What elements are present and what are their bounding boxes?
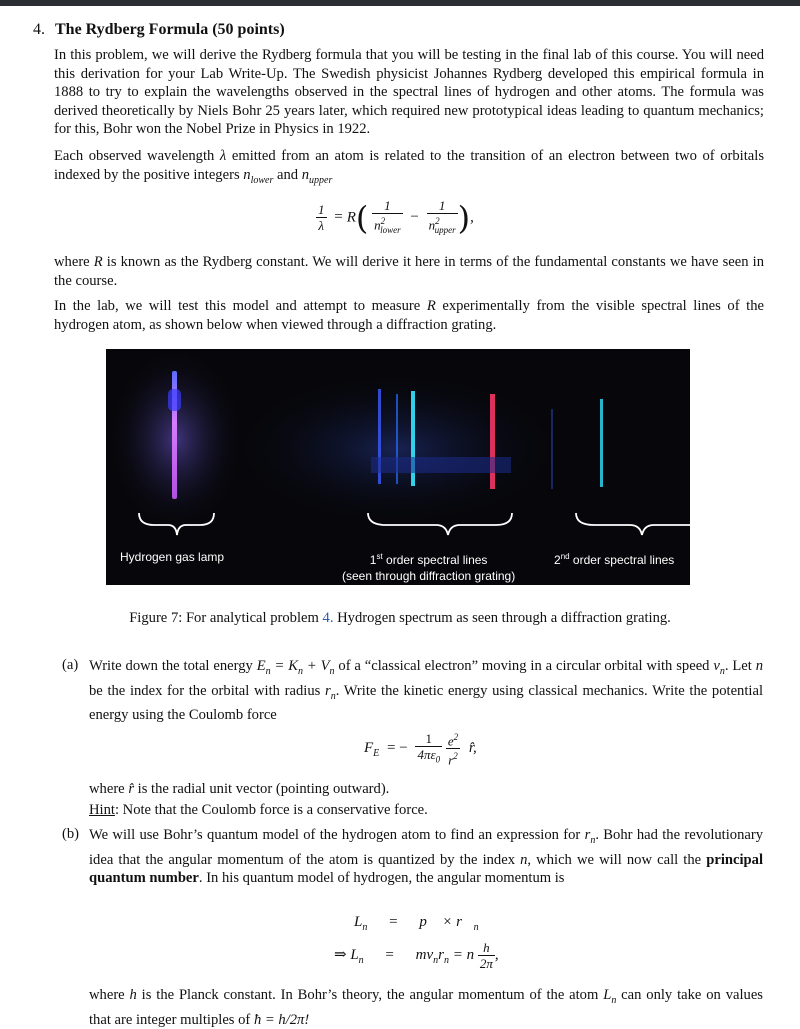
first-order-text: order spectral lines [382, 553, 488, 567]
force-eps-sub: 0 [435, 754, 441, 765]
coulomb-force-equation [364, 730, 477, 768]
force-charge-fraction [446, 730, 460, 768]
a-K: = K [270, 658, 298, 674]
top-bar [0, 0, 800, 6]
eq1-equals: = [389, 914, 398, 930]
force-one: 1 [425, 730, 433, 746]
problem-number: 4. [33, 21, 45, 38]
intro-paragraph-2 [54, 147, 764, 190]
a-text-5: . Write the kinetic energy using classical mechanics. Write the potential energy using the Coulomb force [89, 682, 763, 723]
eq2-v-sub: n [433, 954, 439, 966]
b-where-h: h [129, 987, 137, 1003]
figure-caption [80, 610, 720, 627]
caption-text-b: Hydrogen spectrum as seen through a diffraction grating. [337, 610, 671, 626]
force-rhat: r̂, [468, 740, 477, 757]
eq2-L-sub: n [358, 954, 364, 966]
force-coefficient [415, 731, 442, 768]
eq-n-2: n [428, 217, 436, 233]
p3-text-b: is known as the Rydberg constant. We will derive it here in terms of the fundamental constants we have seen in the course. [54, 254, 764, 289]
hint-text: : Note that the Coulomb force is a conservative force. [114, 802, 428, 818]
eq2-L: L [350, 946, 359, 963]
intro-paragraph-3 [54, 253, 764, 290]
a-text-2: of a “classical electron” moving in a circular orbital with speed [338, 658, 710, 674]
L-vec-letter: L [354, 914, 363, 930]
label-hydrogen-lamp: Hydrogen gas lamp [120, 550, 225, 564]
second-order-cyan-line [600, 399, 603, 487]
p4-R: R [426, 298, 436, 314]
problem-title: The Rydberg Formula (50 points) [55, 21, 285, 38]
lamp-tip [168, 389, 181, 411]
eq-minus: − [410, 209, 419, 226]
a-E-sub: n [265, 665, 271, 677]
a-V-sub: n [329, 665, 335, 677]
p3-R: R [93, 254, 103, 270]
p3-text-a: where [54, 254, 90, 270]
p4-text-b: experimentally from the visible spectral lines of the hydrogen atom, as shown below when viewed through a diffraction grating. [54, 298, 764, 333]
part-b-label: (b) [62, 826, 80, 842]
problem-heading [33, 21, 285, 39]
p2-n-upper: n [301, 166, 310, 183]
p4-text-a: In the lab, we will test this model and attempt to measure [54, 298, 421, 314]
part-a-where [89, 780, 763, 799]
first-order-subtext: (seen through diffraction grating) [342, 569, 516, 583]
force-e2 [446, 730, 460, 748]
p2-n-lower: n [243, 166, 251, 183]
p2-upper-sub: upper [309, 174, 333, 186]
b-text-3: , which we will now call the [527, 851, 702, 868]
eq2-2pi: 2π [479, 956, 493, 971]
a-text-1: Write down the total energy [89, 658, 253, 674]
label-second-order [554, 549, 674, 568]
b-n: n [520, 851, 528, 868]
b-principal-quantum-number: principal quantum number [89, 851, 763, 887]
b-where-L-sub: n [611, 994, 617, 1006]
a-E: E [256, 658, 266, 674]
eq2-mv: mv [415, 946, 434, 963]
second-order-2: 2 [554, 553, 561, 567]
eq2-equals: = [385, 946, 394, 963]
p2-and: and [277, 166, 299, 183]
eq-n-1: n [374, 217, 381, 233]
b-r: r [584, 827, 591, 843]
upper-fraction [427, 198, 458, 238]
eq-comma: , [470, 209, 474, 226]
eq-upper-den [427, 213, 458, 238]
force-four-pi-eps: 4πε [417, 746, 436, 762]
second-order-blue-line [551, 409, 553, 489]
a-K-sub: n [297, 665, 303, 677]
eq-equals: = [334, 209, 343, 226]
part-b-text [89, 826, 763, 888]
eq-upper-num: 1 [438, 198, 446, 213]
p2-lower-sub: lower [250, 174, 274, 186]
eq-upper: upper [434, 224, 456, 235]
second-order-text: order spectral lines [569, 553, 675, 567]
rydberg-equation [316, 198, 474, 238]
a-r: r [325, 682, 331, 699]
eq1-rhs-sub: n [473, 922, 479, 933]
b-hbar: ħ = h/2π! [253, 1011, 310, 1028]
eq-sq-2: 2 [435, 216, 440, 226]
a-v-sub: n [719, 665, 725, 677]
b-where-a: where [89, 987, 125, 1003]
hydrogen-spectrum-figure [106, 349, 690, 585]
hint-label: Hint [89, 802, 115, 818]
p2-text-a: Each observed wavelength [54, 148, 215, 164]
L-vec-sub: n [362, 922, 368, 933]
h-over-2pi [478, 940, 495, 971]
b-text-4: . In his quantum model of hydrogen, the angular momentum is [198, 870, 565, 887]
label-first-order [342, 549, 515, 584]
force-den [415, 746, 442, 768]
eq-sq-1: 2 [380, 216, 386, 226]
eq1-rhs: p⃗ × r⃗ [419, 914, 474, 930]
eq-R: R [346, 209, 356, 226]
first-order-sup: st [376, 552, 383, 561]
eq2-h: h [483, 940, 490, 955]
eq-one: 1 [318, 202, 325, 218]
a-energy-eq [256, 658, 335, 677]
force-e: e [447, 733, 454, 749]
part-b-where [89, 986, 763, 1029]
eq2-r: r [438, 946, 444, 963]
first-order-1: 1 [369, 553, 377, 567]
angular-momentum-eq-2 [334, 940, 499, 971]
force-r-sq: 2 [453, 751, 458, 762]
force-F-letter: F [364, 740, 374, 757]
lower-fraction [372, 198, 403, 238]
a-where-a: where [89, 781, 125, 797]
L-vec [354, 914, 368, 933]
eq-lower: lower [380, 224, 401, 235]
intro-paragraph-4 [54, 297, 764, 334]
force-F-sub: E [373, 748, 380, 760]
eq-lambda: λ [316, 217, 327, 233]
force-e-sq: 2 [453, 732, 459, 742]
force-equals-minus: = − [387, 740, 408, 757]
right-paren: ) [457, 198, 471, 237]
first-order-red-line [490, 394, 495, 489]
p2-lambda: λ [219, 148, 227, 164]
force-F [364, 740, 380, 760]
second-order-sup: nd [560, 552, 570, 561]
a-text-3: . Let [724, 658, 752, 674]
angular-momentum-eq-1 [354, 914, 479, 933]
a-where-b: is the radial unit vector (pointing outward). [137, 781, 390, 797]
p2-text-b: emitted from an atom is related to the transition of an electron between two of orbitals indexed by the positive integers [54, 148, 765, 183]
b-r-sub: n [590, 834, 596, 846]
a-n: n [755, 658, 764, 674]
implies-arrow: ⇒ [334, 946, 347, 963]
force-r: r [448, 752, 454, 768]
left-paren: ( [355, 198, 369, 237]
first-order-band [371, 457, 511, 473]
a-V: + V [302, 658, 330, 674]
eq2-equals-n: = n [448, 946, 475, 963]
part-a-hint [89, 801, 763, 820]
b-where-c: can only take on values that are integer multiples of [89, 987, 763, 1028]
caption-problem-link[interactable]: 4. [322, 610, 334, 626]
b-text-2: . Bohr had the revolutionary idea that the angular momentum of the atom is quantized by the index [89, 827, 764, 868]
b-text-1: We will use Bohr’s quantum model of the hydrogen atom to find an expression for [89, 827, 581, 843]
b-where-L: L [603, 987, 612, 1003]
b-where-b: is the Planck constant. In Bohr’s theory, the angular momentum of the atom [141, 987, 599, 1003]
one-over-lambda [316, 202, 327, 233]
a-r-sub: n [330, 690, 336, 702]
intro-paragraph-1: In this problem, we will derive the Rydberg formula that you will be testing in the final lab of this course. You will need this derivation for your Lab Write-Up. The Swedish physicist Johannes Rydberg developed this empirical formula in 1888 to try to explain the wavelengths observed in the spectral lines of hydrogen and other atoms. The formula was derived theoretically by Niels Bohr 25 years later, which required new prototypical ideas leading to quantum mechanics; for this, Bohr won the Nobel Prize in Physics in 1922. [54, 47, 764, 138]
force-r2 [446, 748, 460, 767]
caption-text-a: Figure 7: For analytical problem [129, 610, 319, 626]
part-a-label: (a) [62, 657, 79, 673]
eq-lower-num: 1 [384, 198, 391, 213]
a-where-rhat: r̂ [128, 781, 134, 797]
part-a-text [89, 657, 763, 725]
a-text-4: be the index for the orbital with radius [89, 682, 321, 699]
a-v: v [713, 658, 720, 674]
eq-lower-den [372, 213, 403, 238]
eq2-r-sub: n [443, 954, 449, 966]
eq2-comma: , [494, 946, 499, 963]
